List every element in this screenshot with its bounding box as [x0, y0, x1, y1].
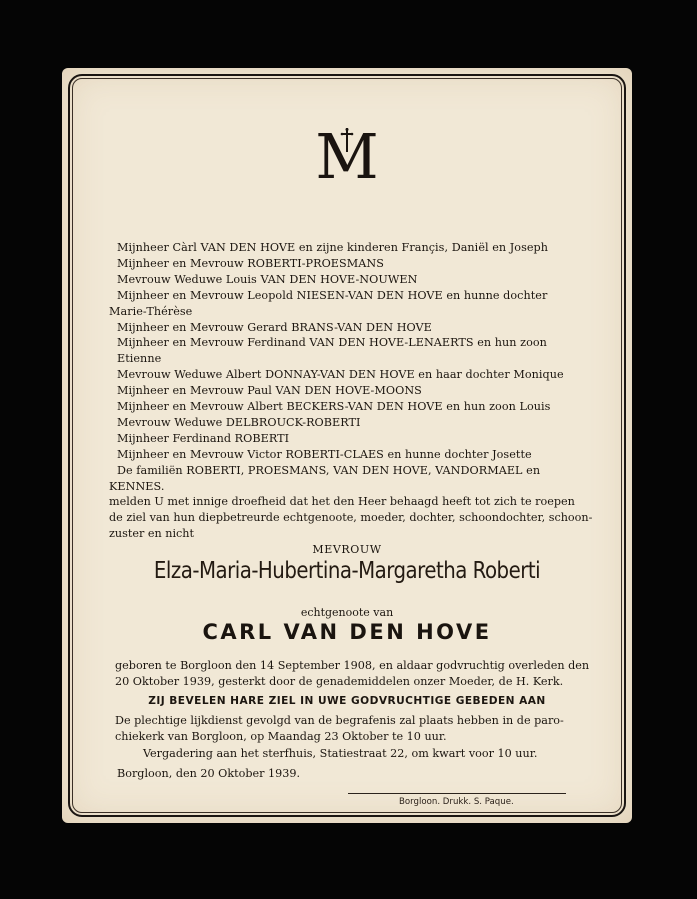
funeral-service-text [115, 713, 585, 762]
mourner-line: Mijnheer en Mevrouw Gerard BRANS-VAN DEN HOVE [117, 320, 432, 334]
mourner-line: Marie-Thérèse [109, 304, 193, 318]
marian-monogram: M [315, 120, 379, 193]
birth-death-line: geboren te Borgloon den 14 September 1908, en aldaar godvruchtig overleden den [115, 659, 590, 672]
title-word: MEVROUW [312, 543, 382, 556]
service-line: Vergadering aan het sterfhuis, Statiestraat 22, om kwart voor 10 uur. [143, 746, 538, 760]
spouse-name: CARL VAN DEN HOVE [202, 620, 492, 644]
birth-death-line: 20 Oktober 1939, gesterkt door de genademiddelen onzer Moeder, de H. Kerk. [115, 675, 564, 689]
mourner-line: Mijnheer en Mevrouw Paul VAN DEN HOVE-MOONS [117, 384, 422, 398]
mourner-line: Mijnheer en Mevrouw Albert BECKERS-VAN DEN HOVE en hun zoon Louis [117, 400, 551, 414]
announcement-text [109, 494, 593, 543]
service-line: De plechtige lijkdienst gevolgd van de begrafenis zal plaats hebben in de paro- [115, 714, 564, 727]
mourner-line: Mijnheer en Mevrouw Leopold NIESEN-VAN DEN HOVE en hunne dochter [117, 288, 548, 302]
divider [348, 793, 566, 794]
mourner-line: Mijnheer Càrl VAN DEN HOVE en zijne kinderen Françis, Daniël en Joseph [117, 241, 548, 254]
mourner-line: Etienne [117, 352, 162, 366]
spouse-label: echtgenoote van [300, 606, 394, 619]
mourners-list [109, 240, 579, 495]
mourner-line: Mijnheer Ferdinand ROBERTI [117, 431, 290, 445]
announcement-line: melden U met innige droefheid dat het den Heer behaagd heeft tot zich te roepen [109, 495, 575, 508]
place-date: Borgloon, den 20 Oktober 1939. [117, 767, 301, 780]
mourner-line: Mevrouw Weduwe DELBROUCK-ROBERTI [117, 415, 361, 429]
deceased-name: Elza-Maria-Hubertina-Margaretha Roberti [153, 558, 541, 584]
announcement-line: zuster en nicht [109, 527, 194, 541]
mourner-line: Mijnheer en Mevrouw ROBERTI-PROESMANS [117, 256, 384, 270]
mourner-line: Mevrouw Weduwe Louis VAN DEN HOVE-NOUWEN [117, 272, 418, 286]
mourner-line: De familiën ROBERTI, PROESMANS, VAN DEN HOVE, VANDORMAEL en [117, 463, 541, 477]
mourner-line: KENNES. [109, 479, 165, 493]
mourner-line: Mijnheer en Mevrouw Ferdinand VAN DEN HOVE-LENAERTS en hun zoon [117, 336, 547, 350]
memorial-card [62, 68, 632, 823]
mourner-line: Mevrouw Weduwe Albert DONNAY-VAN DEN HOVE en haar dochter Monique [117, 368, 564, 382]
service-line: chiekerk van Borgloon, op Maandag 23 Oktober te 10 uur. [115, 730, 447, 744]
announcement-line: de ziel van hun diepbetreurde echtgenoote, moeder, dochter, schoondochter, schoon- [109, 511, 593, 525]
printer-credit: Borgloon. Drukk. S. Paque. [399, 797, 514, 807]
mourner-line: Mijnheer en Mevrouw Victor ROBERTI-CLAES en hunne dochter Josette [117, 447, 532, 461]
birth-death-text [115, 658, 590, 691]
prayer-request: ZIJ BEVELEN HARE ZIEL IN UWE GODVRUCHTIGE GEBEDEN AAN [148, 695, 546, 707]
